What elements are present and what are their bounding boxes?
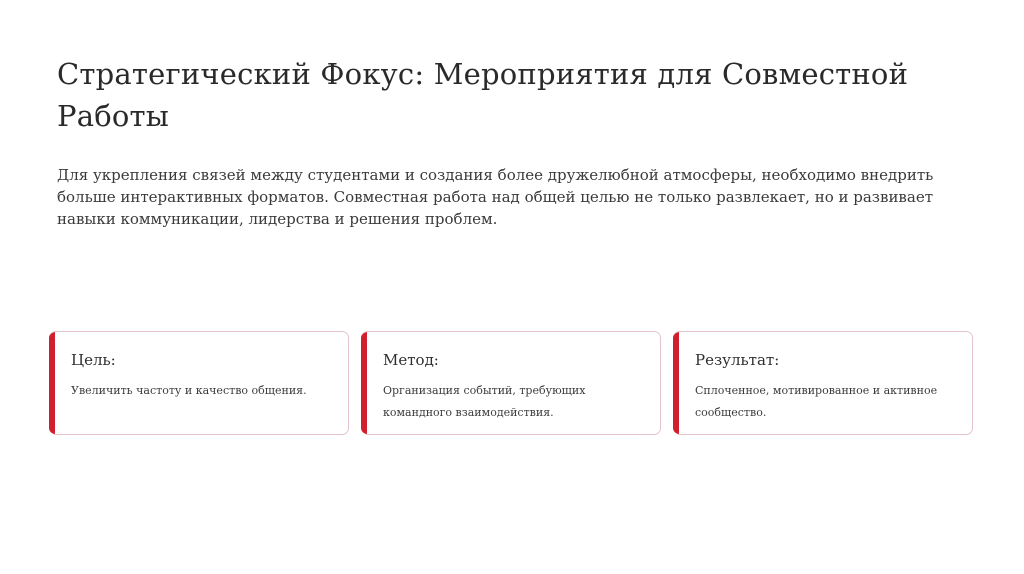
card-method-title: Метод: xyxy=(383,351,439,369)
card-goal xyxy=(49,331,349,435)
slide-title: Стратегический Фокус: Мероприятия для Совместной Работы xyxy=(57,57,909,133)
card-result xyxy=(673,331,973,435)
card-method xyxy=(361,331,661,435)
card-goal-text: Увеличить частоту и качество общения. xyxy=(71,384,307,397)
card-method-text: Организация событий, требующих командного взаимодействия. xyxy=(383,384,586,419)
cards-row xyxy=(49,331,974,435)
card-result-title: Результат: xyxy=(695,351,780,369)
intro-paragraph: Для укрепления связей между студентами и создания более дружелюбной атмосферы, необходимо внедрить больше интерактивных форматов. Совместная работа над общей целью не только развлекает, но и развивает навыки коммуникации, лидерства и решения проблем. xyxy=(57,166,934,228)
card-result-text: Сплоченное, мотивированное и активное сообщество. xyxy=(695,384,938,419)
card-goal-title: Цель: xyxy=(71,351,116,369)
